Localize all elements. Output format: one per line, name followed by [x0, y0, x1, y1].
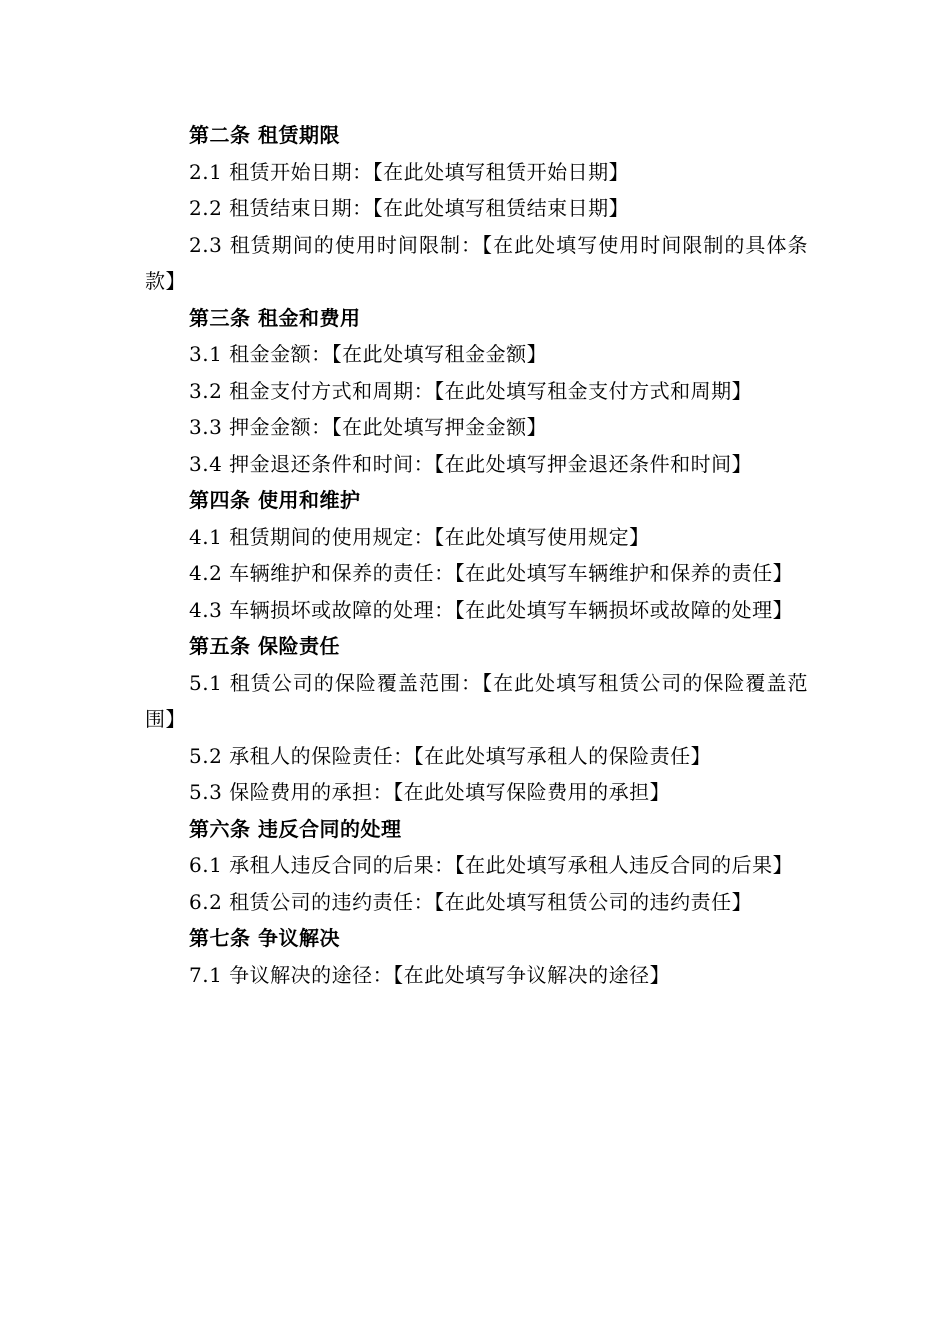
- clause-6-2: 6.2 租赁公司的违约责任：【在此处填写租赁公司的违约责任】: [189, 889, 753, 914]
- clause-3-4: 3.4 押金退还条件和时间：【在此处填写押金退还条件和时间】: [189, 451, 753, 476]
- article-heading-2: 第二条 租赁期限: [189, 123, 340, 147]
- article-heading-7: 第七条 争议解决: [189, 926, 340, 950]
- clause-4-1: 4.1 租赁期间的使用规定：【在此处填写使用规定】: [189, 524, 650, 549]
- clause-6-1: 6.1 承租人违反合同的后果：【在此处填写承租人违反合同的后果】: [189, 853, 794, 877]
- clause-2-1: 2.1 租赁开始日期：【在此处填写租赁开始日期】: [189, 159, 630, 184]
- clause-2-2: 2.2 租赁结束日期：【在此处填写租赁结束日期】: [189, 196, 630, 220]
- clause-5-3: 5.3 保险费用的承担：【在此处填写保险费用的承担】: [189, 780, 671, 804]
- clause-3-3: 3.3 押金金额：【在此处填写押金金额】: [189, 415, 548, 439]
- clause-4-3: 4.3 车辆损坏或故障的处理：【在此处填写车辆损坏或故障的处理】: [189, 597, 794, 622]
- article-heading-5: 第五条 保险责任: [189, 634, 340, 658]
- clause-3-2: 3.2 租金支付方式和周期：【在此处填写租金支付方式和周期】: [189, 378, 753, 403]
- article-heading-4: 第四条 使用和维护: [189, 488, 361, 512]
- clause-3-1: 3.1 租金金额：【在此处填写租金金额】: [189, 342, 548, 366]
- clause-7-1: 7.1 争议解决的途径：【在此处填写争议解决的途径】: [189, 962, 671, 987]
- clause-4-2: 4.2 车辆维护和保养的责任：【在此处填写车辆维护和保养的责任】: [189, 561, 794, 585]
- clause-2-3: 2.3 租赁期间的使用时间限制：【在此处填写使用时间限制的具体条款】: [145, 232, 808, 293]
- clause-5-1: 5.1 租赁公司的保险覆盖范围：【在此处填写租赁公司的保险覆盖范围】: [145, 670, 808, 731]
- article-heading-3: 第三条 租金和费用: [189, 305, 361, 330]
- article-heading-6: 第六条 违反合同的处理: [189, 816, 402, 841]
- document-body: [145, 117, 808, 993]
- clause-5-2: 5.2 承租人的保险责任：【在此处填写承租人的保险责任】: [189, 743, 712, 768]
